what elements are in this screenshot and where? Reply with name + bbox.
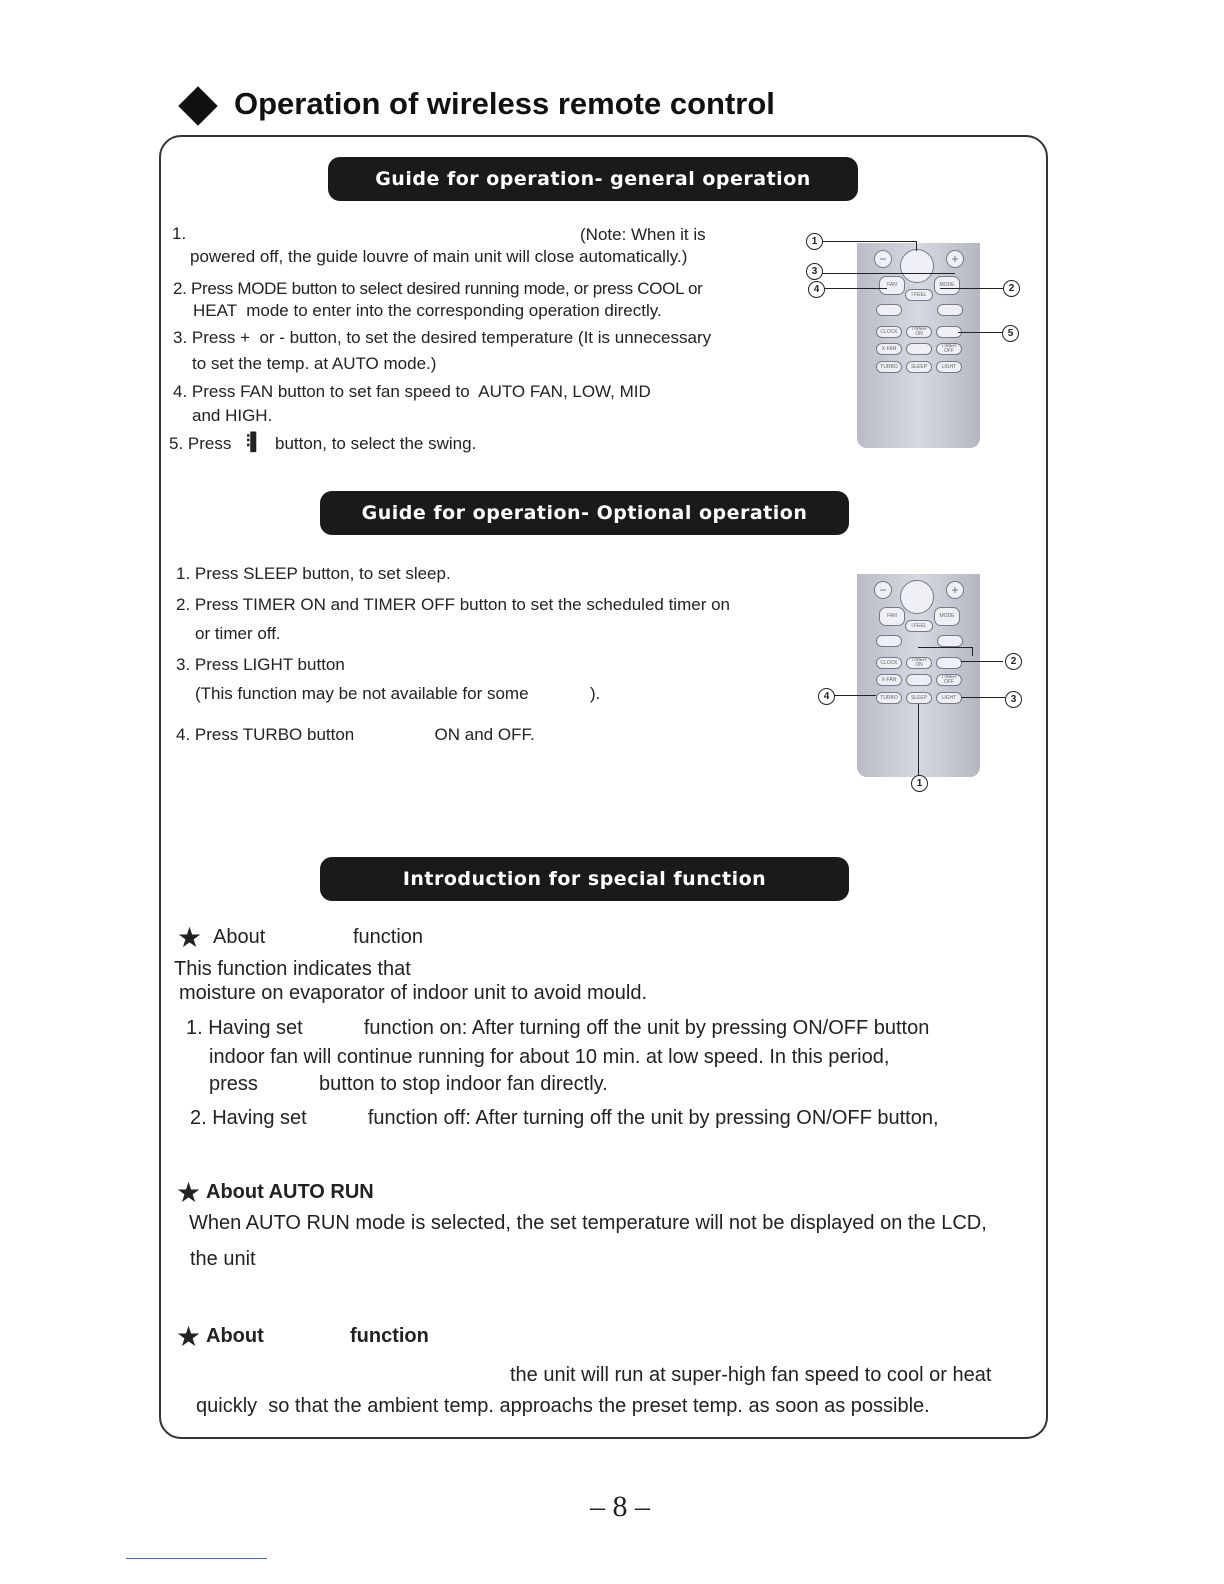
turbo-button: TURBO — [876, 361, 902, 373]
leader-line — [822, 273, 955, 274]
callout-1: 1 — [806, 233, 823, 250]
star-icon: ★ — [176, 1177, 202, 1208]
leader-line — [916, 241, 917, 251]
leader-line — [961, 661, 1003, 662]
diamond-bullet-icon — [178, 86, 218, 126]
light-button: LIGHT — [936, 692, 962, 704]
blank-button — [906, 343, 932, 355]
xfan-heading: About — [213, 926, 266, 948]
xfan-line: 2. Having set function off: After turning off the unit by pressing ON/OFF button, — [190, 1107, 939, 1129]
page-number: – 8 – — [590, 1490, 650, 1523]
callout-5: 5 — [1002, 325, 1019, 342]
xfan-line: 1. Having set function on: After turning off the unit by pressing ON/OFF button — [186, 1017, 930, 1039]
general-line: to set the temp. at AUTO mode.) — [192, 354, 437, 373]
xfan-line: This function indicates that — [174, 958, 411, 980]
clock-button: CLOCK — [876, 326, 902, 338]
section-header-optional: Guide for operation- Optional operation — [320, 491, 849, 535]
optional-line: or timer off. — [195, 624, 281, 643]
xfan-heading: function — [353, 926, 424, 948]
star-icon: ★ — [177, 922, 203, 953]
sleep-button: SLEEP — [906, 692, 932, 704]
callout-4: 4 — [808, 281, 825, 298]
general-line: and HIGH. — [192, 406, 273, 425]
general-line: 4. Press FAN button to set fan speed to AUTO FAN, LOW, MID — [173, 382, 651, 401]
general-line: 1. — [172, 224, 187, 243]
xfan-line: moisture on evaporator of indoor unit to avoid mould. — [179, 982, 648, 1004]
general-line: 5. Press — [169, 434, 232, 453]
mode-button: MODE — [934, 607, 960, 626]
callout-3: 3 — [1005, 691, 1022, 708]
timer-off-button: TIMER OFF — [936, 343, 962, 355]
leader-line — [940, 288, 1004, 289]
turbo-heading: function — [350, 1325, 429, 1347]
ifeel-button: I FEEL — [905, 620, 933, 632]
plus-button: + — [946, 581, 964, 599]
optional-line: (This function may be not available for some ). — [195, 684, 601, 703]
plus-button: + — [946, 250, 964, 268]
autorun-line: When AUTO RUN mode is selected, the set temperature will not be displayed on the LCD, — [189, 1212, 987, 1234]
callout-2: 2 — [1003, 280, 1020, 297]
leader-line — [918, 704, 919, 776]
leader-line — [961, 697, 1005, 698]
leader-line — [918, 647, 973, 648]
swing-icon: ⫶▌ — [246, 432, 263, 451]
cool-button — [876, 635, 902, 647]
general-line: powered off, the guide louvre of main unit will close automatically.) — [190, 247, 688, 266]
callout-2: 2 — [1005, 653, 1022, 670]
callout-4: 4 — [818, 688, 835, 705]
section-header-special: Introduction for special function — [320, 857, 849, 901]
callout-3: 3 — [806, 263, 823, 280]
callout-1: 1 — [911, 775, 928, 792]
leader-line — [958, 332, 1003, 333]
leader-line — [972, 647, 973, 656]
timer-off-button: TIMER OFF — [936, 674, 962, 686]
xfan-line: indoor fan will continue running for about 10 min. at low speed. In this period, — [209, 1046, 890, 1068]
turbo-line: quickly so that the ambient temp. approachs the preset temp. as soon as possible. — [196, 1395, 930, 1417]
turbo-line: the unit will run at super-high fan speed to cool or heat — [510, 1364, 992, 1386]
mode-button: MODE — [934, 276, 960, 295]
power-button — [900, 580, 934, 614]
general-line: (Note: When it is — [580, 225, 706, 244]
timer-on-button: TIMER ON — [906, 657, 932, 669]
light-button: LIGHT — [936, 361, 962, 373]
page-title: Operation of wireless remote control — [234, 86, 775, 121]
blank-button — [906, 674, 932, 686]
general-line: button, to select the swing. — [275, 434, 477, 453]
leader-line — [834, 695, 876, 696]
heat-button — [937, 304, 963, 316]
autorun-heading: About AUTO RUN — [206, 1181, 374, 1203]
minus-button: − — [874, 250, 892, 268]
star-icon: ★ — [176, 1321, 202, 1352]
minus-button: − — [874, 581, 892, 599]
leader-line — [822, 241, 917, 242]
optional-line: 3. Press LIGHT button — [176, 655, 345, 674]
footer-line — [126, 1558, 267, 1559]
leader-line — [822, 288, 887, 289]
fan-button: FAN — [879, 276, 905, 295]
general-line: 2. Press MODE button to select desired running mode, or press COOL or — [173, 279, 703, 298]
fan-button: FAN — [879, 607, 905, 626]
xfan-button: X-FAN — [876, 674, 902, 686]
swing-button — [936, 657, 962, 669]
sleep-button: SLEEP — [906, 361, 932, 373]
optional-line: 4. Press TURBO button ON and OFF. — [176, 725, 535, 744]
xfan-line: press button to stop indoor fan directly. — [209, 1073, 608, 1095]
general-line: HEAT mode to enter into the corresponding operation directly. — [193, 301, 662, 320]
section-header-general: Guide for operation- general operation — [328, 157, 858, 201]
optional-line: 1. Press SLEEP button, to set sleep. — [176, 564, 451, 583]
autorun-line: the unit — [190, 1248, 256, 1270]
power-button — [900, 249, 934, 283]
optional-line: 2. Press TIMER ON and TIMER OFF button to set the scheduled timer on — [176, 595, 730, 614]
ifeel-button: I FEEL — [905, 289, 933, 301]
turbo-button: TURBO — [876, 692, 902, 704]
cool-button — [876, 304, 902, 316]
heat-button — [937, 635, 963, 647]
general-line: 3. Press + or - button, to set the desired temperature (It is unnecessary — [173, 328, 712, 347]
xfan-button: X-FAN — [876, 343, 902, 355]
turbo-heading: About — [206, 1325, 264, 1347]
timer-on-button: TIMER ON — [906, 326, 932, 338]
clock-button: CLOCK — [876, 657, 902, 669]
